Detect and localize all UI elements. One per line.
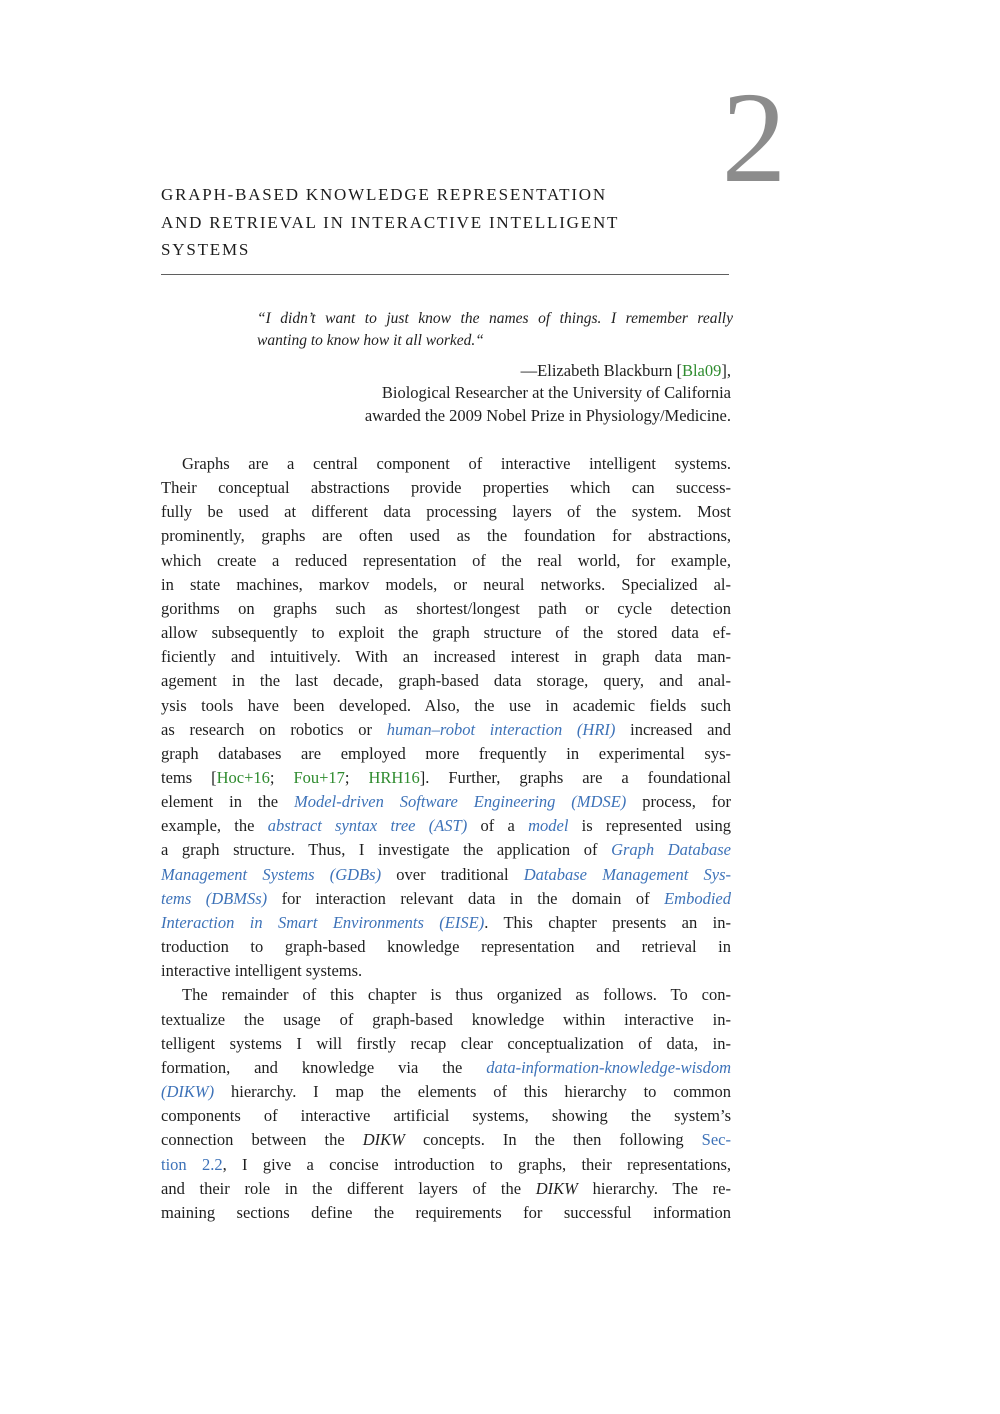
text-segment: example, the <box>161 816 268 836</box>
text-segment: and their role in the different layers of the <box>161 1178 536 1198</box>
citation-link[interactable]: Fou+17 <box>293 768 345 788</box>
text-segment: ]. Further, graphs are a foundational <box>419 768 731 788</box>
text-segment: ficiently and intuitively. With an increased interest in graph data man- <box>161 647 731 667</box>
text-line <box>161 645 731 669</box>
text-line <box>161 863 731 887</box>
text-segment: agement in the last decade, graph-based data storage, query, and anal- <box>161 671 731 691</box>
text-segment: ; <box>269 768 294 788</box>
body-text <box>161 452 731 1225</box>
text-line <box>161 1008 731 1032</box>
text-line <box>161 524 731 548</box>
text-line <box>161 669 731 693</box>
text-line <box>161 718 731 742</box>
text-segment: hierarchy. I map the elements of this hierarchy to common <box>214 1082 731 1102</box>
term-link[interactable]: (DIKW) <box>161 1082 215 1102</box>
text-line <box>161 983 731 1007</box>
text-segment: textualize the usage of graph-based knowledge within interactive in- <box>161 1009 731 1029</box>
text-segment: prominently, graphs are often used as the foundation for abstractions, <box>161 526 731 546</box>
text-segment: awarded the 2009 Nobel Prize in Physiology/Medicine. <box>364 405 731 425</box>
citation-link[interactable]: HRH16 <box>368 768 420 788</box>
text-segment: interactive intelligent systems. <box>161 961 363 981</box>
emphasis-text: DIKW <box>362 1130 405 1150</box>
chapter-title-line-2: AND RETRIEVAL IN INTERACTIVE INTELLIGENT <box>161 212 620 232</box>
text-line <box>161 1056 731 1080</box>
term-link[interactable]: tems (DBMSs) <box>161 888 268 908</box>
text-line <box>257 330 733 352</box>
term-link[interactable]: human–robot interaction (HRI) <box>386 719 616 739</box>
text-segment: process, for <box>626 792 731 812</box>
text-segment: in state machines, markov models, or neural networks. Specialized al- <box>161 574 731 594</box>
term-link[interactable]: Embodied <box>664 888 731 908</box>
chapter-title-line-3: SYSTEMS <box>161 240 251 259</box>
text-segment: wanting to know how it all worked.“ <box>257 331 484 349</box>
title-divider-rule <box>161 274 729 275</box>
emphasis-text: DIKW <box>535 1178 578 1198</box>
text-line <box>161 1032 731 1056</box>
text-segment: Biological Researcher at the University of California <box>381 383 731 403</box>
paragraph-1 <box>161 452 731 983</box>
citation-link[interactable]: Bla09 <box>681 361 722 381</box>
section-link[interactable]: Sec- <box>701 1130 731 1150</box>
section-link[interactable]: tion 2.2 <box>161 1154 223 1174</box>
text-segment: formation, and knowledge via the <box>161 1057 487 1077</box>
text-segment: graph databases are employed more frequently in experimental sys- <box>161 743 731 763</box>
text-line <box>161 405 731 427</box>
text-segment: increased and <box>615 719 731 739</box>
text-segment: concepts. In the then following <box>404 1130 702 1150</box>
text-segment: gorithms on graphs such as shortest/longest path or cycle detection <box>161 598 731 618</box>
text-line <box>161 694 731 718</box>
text-line <box>161 382 731 404</box>
text-segment: Graphs are a central component of interactive intelligent systems. <box>182 453 731 473</box>
text-line <box>257 308 733 330</box>
text-line <box>161 766 731 790</box>
text-segment: element in the <box>161 792 295 812</box>
text-line <box>161 621 731 645</box>
text-line <box>161 360 731 382</box>
text-segment: as research on robotics or <box>161 719 387 739</box>
text-segment: maining sections define the requirements for successful information <box>161 1202 731 1222</box>
text-segment: —Elizabeth Blackburn [ <box>520 361 682 381</box>
chapter-title <box>161 181 731 264</box>
text-segment: tems [ <box>161 768 217 788</box>
citation-link[interactable]: Hoc+16 <box>216 768 270 788</box>
text-segment: over traditional <box>381 864 524 884</box>
text-line <box>161 790 731 814</box>
text-segment: is represented using <box>568 816 731 836</box>
text-line <box>161 935 731 959</box>
text-segment: telligent systems I will firstly recap clear conceptualization of data, in- <box>161 1033 731 1053</box>
text-line <box>161 1128 731 1152</box>
term-link[interactable]: abstract syntax tree (AST) <box>267 816 468 836</box>
term-link[interactable]: Interaction in Smart Environments (EISE) <box>161 912 485 932</box>
text-segment: hierarchy. The re- <box>577 1178 731 1198</box>
text-line <box>161 742 731 766</box>
text-line <box>161 838 731 862</box>
text-segment: components of interactive artificial systems, showing the system’s <box>161 1106 731 1126</box>
text-segment: ysis tools have been developed. Also, the use in academic fields such <box>161 695 731 715</box>
text-segment: which create a reduced representation of the real world, for example, <box>161 550 731 570</box>
text-line <box>161 1153 731 1177</box>
text-segment: a graph structure. Thus, I investigate the application of <box>161 840 612 860</box>
term-link[interactable]: Graph Database <box>611 840 731 860</box>
chapter-title-line-1: GRAPH-BASED KNOWLEDGE REPRESENTATION <box>161 185 607 204</box>
text-line <box>161 549 731 573</box>
text-line <box>161 1177 731 1201</box>
chapter-number: 2 <box>721 66 787 210</box>
text-segment: connection between the <box>161 1130 363 1150</box>
text-line <box>161 573 731 597</box>
epigraph-attribution <box>161 360 731 427</box>
text-segment: ], <box>721 361 731 381</box>
paragraph-2 <box>161 983 731 1225</box>
term-link[interactable]: Model-driven Software Engineering (MDSE) <box>294 792 627 812</box>
text-segment: allow subsequently to exploit the graph structure of the stored data ef- <box>161 623 731 643</box>
text-segment: , I give a concise introduction to graphs, their representations, <box>222 1154 732 1174</box>
text-line <box>161 1201 731 1225</box>
text-line <box>161 1080 731 1104</box>
term-link[interactable]: Management Systems (GDBs) <box>161 864 382 884</box>
text-line <box>161 452 731 476</box>
text-segment: for interaction relevant data in the domain of <box>267 888 665 908</box>
text-segment: “I didn’t want to just know the names of things. I remember really <box>257 309 733 327</box>
text-line <box>161 814 731 838</box>
text-line <box>161 887 731 911</box>
text-line <box>161 500 731 524</box>
text-line <box>161 911 731 935</box>
term-link[interactable]: model <box>528 816 569 836</box>
text-line <box>161 959 731 983</box>
text-segment: . This chapter presents an in- <box>484 912 731 932</box>
text-segment: The remainder of this chapter is thus organized as follows. To con- <box>182 985 731 1005</box>
text-segment: Their conceptual abstractions provide properties which can success- <box>161 478 731 498</box>
text-segment: fully be used at different data processing layers of the system. Most <box>161 502 731 522</box>
term-link[interactable]: data-information-knowledge-wisdom <box>486 1057 731 1077</box>
text-line <box>161 597 731 621</box>
text-column <box>161 0 731 1225</box>
term-link[interactable]: Database Management Sys- <box>523 864 732 884</box>
text-segment: ; <box>344 768 369 788</box>
text-segment: troduction to graph-based knowledge representation and retrieval in <box>161 937 731 957</box>
text-line <box>161 476 731 500</box>
text-segment: of a <box>467 816 529 836</box>
text-line <box>161 1104 731 1128</box>
epigraph-quote <box>257 308 733 353</box>
